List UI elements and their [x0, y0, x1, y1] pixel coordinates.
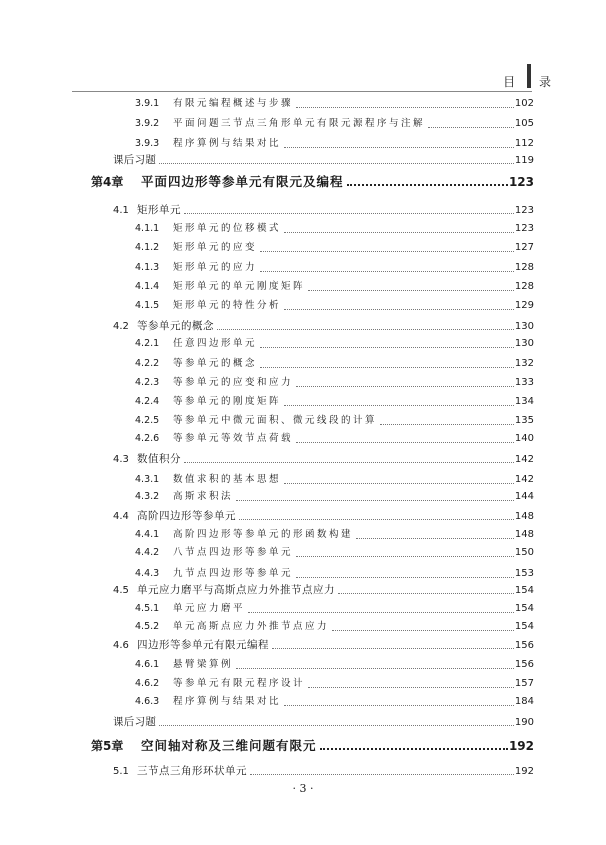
toc-entry-page: 123 [508, 175, 534, 189]
toc-dot-leader [296, 576, 514, 578]
toc-entry-title: 矩形单元的特性分析 [173, 300, 282, 311]
toc-entry-number: 4.1.2 [135, 242, 160, 253]
toc-dot-leader [284, 231, 514, 233]
toc-entry-row[interactable] [135, 601, 534, 617]
toc-entry-number: 4.3 [113, 454, 129, 465]
toc-entry-row[interactable] [135, 545, 534, 561]
toc-entry-number: 3.9.2 [135, 118, 160, 129]
toc-entry-row[interactable] [113, 451, 534, 467]
toc-entry-number: 4.2.4 [135, 396, 160, 407]
toc-entry-title: 空间轴对称及三维问题有限元 [141, 738, 317, 753]
toc-entry-title: 悬臂梁算例 [173, 659, 234, 670]
toc-entry-number: 4.5 [113, 585, 129, 596]
toc-dot-leader [248, 611, 514, 613]
toc-dot-leader [159, 162, 514, 164]
toc-entry-page: 156 [514, 659, 534, 670]
header-rule [72, 91, 532, 92]
toc-dot-leader [260, 346, 514, 348]
toc-entry-page: 192 [514, 766, 534, 777]
toc-dot-leader [250, 773, 514, 775]
toc-entry-page: 142 [514, 474, 534, 485]
toc-dot-leader [260, 270, 514, 272]
toc-entry-title: 单元应力磨平 [173, 603, 246, 614]
toc-dot-leader [320, 747, 508, 750]
toc-entry-page: 140 [514, 433, 534, 444]
toc-entry-title: 平面问题三节点三角形单元有限元源程序与注解 [173, 118, 426, 129]
toc-dot-leader [380, 423, 514, 425]
toc-dot-leader [217, 328, 514, 330]
toc-entry-number: 4.2.5 [135, 415, 160, 426]
toc-dot-leader [296, 385, 514, 387]
toc-entry-row[interactable] [135, 375, 534, 391]
toc-entry-page: 112 [514, 138, 534, 149]
toc-entry-page: 156 [514, 640, 534, 651]
toc-entry-page: 132 [514, 358, 534, 369]
toc-entry-row[interactable] [135, 279, 534, 295]
toc-entry-row[interactable] [113, 714, 534, 730]
toc-entry-row[interactable] [135, 527, 534, 543]
toc-entry-number: 4.6.3 [135, 696, 160, 707]
toc-entry-page: 105 [514, 118, 534, 129]
toc-dot-leader [239, 518, 514, 520]
toc-entry-title: 程序算例与结果对比 [173, 138, 282, 149]
toc-dot-leader [332, 629, 514, 631]
toc-entry-number: 3.9.3 [135, 138, 160, 149]
toc-entry-row[interactable] [135, 657, 534, 673]
toc-entry-row[interactable] [135, 472, 534, 488]
toc-dot-leader [356, 537, 514, 539]
toc-entry-number: 4.4.2 [135, 547, 160, 558]
toc-entry-row[interactable] [135, 619, 534, 635]
toc-chapter-row[interactable] [91, 174, 534, 190]
toc-chapter-row[interactable] [91, 738, 534, 754]
toc-entry-row[interactable] [113, 582, 534, 598]
toc-entry-title: 数值积分 [137, 453, 181, 465]
toc-entry-title: 等参单元的刚度矩阵 [173, 396, 282, 407]
toc-dot-leader [184, 212, 514, 214]
toc-entry-number: 3.9.1 [135, 98, 160, 109]
toc-entry-row[interactable] [135, 336, 534, 352]
toc-entry-page: 154 [514, 621, 534, 632]
toc-entry-page: 128 [514, 262, 534, 273]
toc-entry-number: 4.2.1 [135, 338, 160, 349]
toc-entry-title: 高阶四边形等参单元的形函数构建 [173, 529, 354, 540]
toc-entry-number: 4.6.2 [135, 678, 160, 689]
toc-dot-leader [236, 499, 514, 501]
toc-dot-leader [284, 308, 514, 310]
toc-entry-title: 九节点四边形等参单元 [173, 568, 294, 579]
toc-entry-page: 154 [514, 585, 534, 596]
toc-entry-title: 矩形单元 [137, 204, 181, 216]
toc-dot-leader [284, 704, 514, 706]
toc-dot-leader [296, 441, 514, 443]
toc-entry-title: 矩形单元的单元刚度矩阵 [173, 281, 306, 292]
toc-entry-page: 127 [514, 242, 534, 253]
toc-entry-row[interactable] [135, 116, 534, 132]
toc-entry-number: 4.5.1 [135, 603, 160, 614]
toc-entry-page: 190 [514, 717, 534, 728]
toc-entry-title: 等参单元中微元面积、微元线段的计算 [173, 415, 378, 426]
toc-entry-title: 平面四边形等参单元有限元及编程 [141, 174, 344, 189]
toc-entry-title: 等参单元的概念 [137, 320, 214, 332]
toc-entry-number: 4.2.6 [135, 433, 160, 444]
toc-entry-page: 128 [514, 281, 534, 292]
toc-entry-row[interactable] [135, 489, 534, 505]
toc-entry-number: 4.3.1 [135, 474, 160, 485]
toc-dot-leader [296, 106, 514, 108]
toc-entry-page: 142 [514, 454, 534, 465]
toc-entry-page: 123 [514, 205, 534, 216]
toc-entry-title: 课后习题 [113, 154, 157, 166]
toc-entry-title: 矩形单元的应变 [173, 242, 258, 253]
toc-entry-number: 4.2 [113, 321, 129, 332]
toc-dot-leader [284, 482, 514, 484]
toc-entry-title: 高阶四边形等参单元 [137, 510, 236, 522]
toc-entry-page: 135 [514, 415, 534, 426]
toc-dot-leader [347, 183, 508, 186]
toc-dot-leader [308, 686, 514, 688]
toc-entry-page: 130 [514, 321, 534, 332]
toc-entry-row[interactable] [113, 508, 534, 524]
toc-entry-row[interactable] [135, 240, 534, 256]
toc-dot-leader [338, 592, 514, 594]
toc-entry-page: 192 [508, 739, 534, 753]
toc-entry-page: 129 [514, 300, 534, 311]
toc-dot-leader [284, 146, 514, 148]
toc-entry-title: 八节点四边形等参单元 [173, 547, 294, 558]
toc-entry-page: 184 [514, 696, 534, 707]
toc-dot-leader [184, 461, 514, 463]
toc-entry-row[interactable] [113, 763, 534, 779]
toc-entry-title: 等参单元有限元程序设计 [173, 678, 306, 689]
toc-entry-title: 程序算例与结果对比 [173, 696, 282, 707]
toc-entry-page: 150 [514, 547, 534, 558]
toc-entry-page: 157 [514, 678, 534, 689]
toc-entry-number: 4.2.2 [135, 358, 160, 369]
toc-entry-number: 4.1.5 [135, 300, 160, 311]
toc-entry-title: 任意四边形单元 [173, 338, 258, 349]
toc-entry-title: 四边形等参单元有限元编程 [137, 639, 269, 651]
toc-entry-number: 5.1 [113, 766, 129, 777]
toc-entry-number: 第5章 [91, 739, 124, 753]
toc-entry-title: 矩形单元的应力 [173, 262, 258, 273]
toc-entry-row[interactable] [113, 318, 534, 334]
toc-entry-row[interactable] [113, 152, 534, 168]
toc-dot-leader [260, 250, 514, 252]
toc-entry-page: 144 [514, 491, 534, 502]
toc-entry-number: 4.1.4 [135, 281, 160, 292]
toc-entry-number: 4.3.2 [135, 491, 160, 502]
toc-entry-title: 矩形单元的位移模式 [173, 223, 282, 234]
toc-dot-leader [236, 667, 514, 669]
toc-dot-leader [272, 647, 514, 649]
toc-entry-title: 等参单元等效节点荷载 [173, 433, 294, 444]
toc-entry-number: 4.4.1 [135, 529, 160, 540]
toc-entry-number: 4.1.3 [135, 262, 160, 273]
toc-entry-page: 102 [514, 98, 534, 109]
toc-entry-number: 4.6 [113, 640, 129, 651]
toc-entry-page: 123 [514, 223, 534, 234]
toc-entry-page: 134 [514, 396, 534, 407]
toc-dot-leader [428, 126, 514, 128]
toc-entry-title: 课后习题 [113, 716, 157, 728]
toc-entry-page: 119 [514, 155, 534, 166]
page-number: · 3 · [292, 782, 314, 795]
toc-entry-row[interactable] [135, 136, 534, 152]
toc-entry-title: 数值求积的基本思想 [173, 474, 282, 485]
toc-entry-page: 153 [514, 568, 534, 579]
toc-entry-number: 4.1.1 [135, 223, 160, 234]
toc-entry-row[interactable] [135, 694, 534, 710]
toc-dot-leader [308, 289, 514, 291]
toc-entry-number: 4.5.2 [135, 621, 160, 632]
toc-entry-row[interactable] [135, 431, 534, 447]
toc-entry-title: 高斯求积法 [173, 491, 234, 502]
toc-entry-row[interactable] [135, 221, 534, 237]
toc-entry-title: 单元高斯点应力外推节点应力 [173, 621, 330, 632]
toc-entry-row[interactable] [135, 566, 534, 582]
toc-dot-leader [284, 404, 514, 406]
toc-entry-row[interactable] [135, 356, 534, 372]
toc-entry-row[interactable] [113, 637, 534, 653]
toc-entry-row[interactable] [113, 202, 534, 218]
toc-entry-title: 等参单元的应变和应力 [173, 377, 294, 388]
toc-entry-page: 130 [514, 338, 534, 349]
toc-dot-leader [159, 724, 514, 726]
toc-entry-page: 154 [514, 603, 534, 614]
toc-dot-leader [296, 555, 514, 557]
toc-entry-number: 4.2.3 [135, 377, 160, 388]
toc-entry-row[interactable] [135, 298, 534, 314]
toc-entry-number: 4.4.3 [135, 568, 160, 579]
toc-entry-number: 4.1 [113, 205, 129, 216]
toc-entry-row[interactable] [135, 394, 534, 410]
toc-entry-page: 148 [514, 529, 534, 540]
toc-entry-page: 148 [514, 511, 534, 522]
toc-entry-row[interactable] [135, 260, 534, 276]
toc-entry-row[interactable] [135, 676, 534, 692]
toc-entry-title: 有限元编程概述与步骤 [173, 98, 294, 109]
toc-entry-number: 4.4 [113, 511, 129, 522]
toc-entry-number: 4.6.1 [135, 659, 160, 670]
toc-dot-leader [260, 366, 514, 368]
toc-entry-number: 第4章 [91, 175, 124, 189]
toc-entry-row[interactable] [135, 96, 534, 112]
toc-entry-title: 单元应力磨平与高斯点应力外推节点应力 [137, 584, 335, 596]
toc-entry-row[interactable] [135, 413, 534, 429]
page-header-title: 目 录 [503, 75, 561, 89]
toc-entry-title: 等参单元的概念 [173, 358, 258, 369]
toc-entry-page: 133 [514, 377, 534, 388]
toc-entry-title: 三节点三角形环状单元 [137, 765, 247, 777]
